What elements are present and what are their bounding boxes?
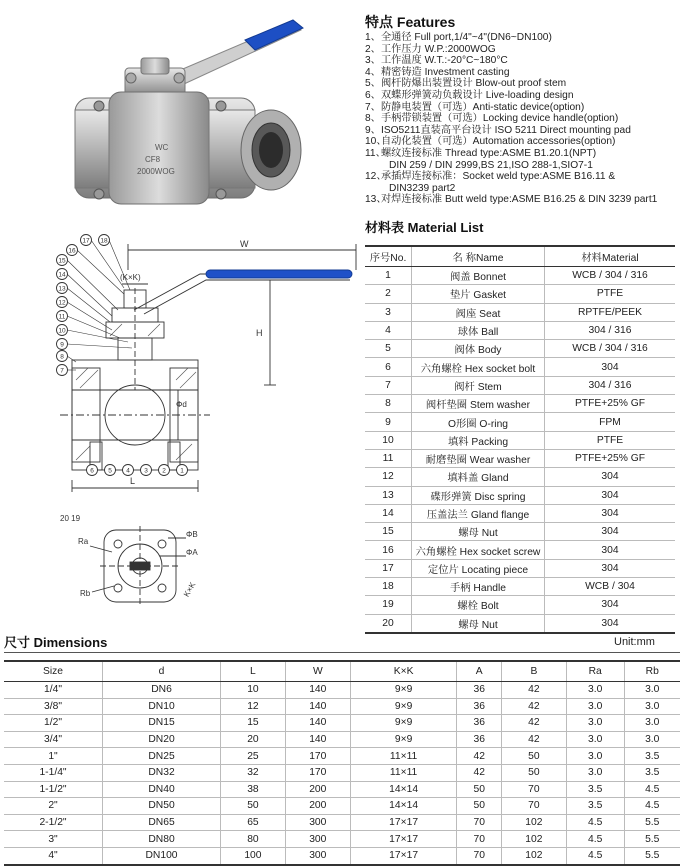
feature-text: 螺纹连接标准 Thread type:ASME B1.20.1(NPT) (381, 147, 597, 159)
feature-item (365, 55, 677, 67)
feature-text: 工作温度 W.T.:-20°C~180°C (381, 55, 508, 67)
dimensions-cell: 50 (501, 748, 566, 765)
dimensions-cell: 300 (285, 847, 350, 864)
material-cell-name: 阀杆垫圈 Stem washer (412, 395, 545, 413)
material-cell-name: 阀体 Body (412, 340, 545, 358)
dimensions-row (4, 814, 680, 831)
dimensions-cell: 3.0 (624, 715, 680, 732)
part-callout-number: 7 (60, 367, 64, 375)
material-row (365, 267, 675, 285)
dimensions-header-cell: B (501, 661, 566, 682)
material-cell-no: 5 (365, 340, 412, 358)
dimensions-row (4, 847, 680, 864)
dimensions-header-row (4, 661, 680, 682)
dimensions-cell: DN50 (103, 798, 221, 815)
material-cell-material: 304 (545, 358, 676, 376)
dimensions-cell: 200 (285, 781, 350, 798)
material-row (365, 486, 675, 504)
dimensions-cell: 15 (220, 715, 285, 732)
photo-marking-3: 2000WOG (137, 167, 175, 176)
material-cell-no: 11 (365, 449, 412, 467)
dimensions-header-cell: K×K (350, 661, 457, 682)
material-header-no: 序号No. (365, 246, 412, 267)
material-cell-no: 7 (365, 376, 412, 394)
part-callout-number: 18 (100, 237, 108, 245)
dimensions-cell: 9×9 (350, 715, 457, 732)
material-header-row (365, 246, 675, 267)
material-cell-name: 阀杆 Stem (412, 376, 545, 394)
dimensions-cell: 70 (501, 798, 566, 815)
dimensions-cell: 1" (4, 748, 103, 765)
dimensions-cell: 50 (220, 798, 285, 815)
material-cell-material: 304 (545, 614, 676, 633)
plan-phia-label: ΦA (186, 548, 198, 557)
dimensions-cell: 11×11 (350, 764, 457, 781)
material-row (365, 413, 675, 431)
part-callout (177, 465, 188, 476)
dimensions-cell: 3.5 (624, 748, 680, 765)
material-cell-material: PTFE (545, 285, 676, 303)
plan-phib-label: ΦB (186, 530, 198, 539)
dimensions-header-cell: Rb (624, 661, 680, 682)
dimensions-cell: 42 (501, 715, 566, 732)
dimensions-cell: 70 (457, 814, 501, 831)
dimensions-cell: 3.5 (624, 764, 680, 781)
dimensions-cell: DN25 (103, 748, 221, 765)
dimensions-cell: 10 (220, 682, 285, 699)
feature-text: 双蝶形弹簧动负载设计 Live-loading design (381, 89, 574, 101)
feature-text: 防静电装置（可选）Anti-static device(option) (381, 101, 585, 113)
material-cell-material: 304 (545, 468, 676, 486)
material-cell-no: 16 (365, 541, 412, 559)
material-cell-name: 耐磨垫圈 Wear washer (412, 449, 545, 467)
dimensions-cell: 50 (457, 781, 501, 798)
part-callout-number: 17 (82, 237, 90, 245)
material-row (365, 559, 675, 577)
dimensions-cell: DN6 (103, 682, 221, 699)
material-cell-name: 填料盖 Gland (412, 468, 545, 486)
part-callout-number: 3 (144, 467, 148, 475)
material-cell-material: 304 (545, 596, 676, 614)
material-row (365, 523, 675, 541)
part-callout-number: 9 (60, 341, 64, 349)
part-callout (159, 465, 170, 476)
material-row (365, 303, 675, 321)
part-callout-number: 16 (68, 247, 76, 255)
dimensions-header-cell: d (103, 661, 221, 682)
dimensions-cell: 3.0 (566, 731, 624, 748)
dimensions-cell: 36 (457, 715, 501, 732)
material-row (365, 376, 675, 394)
dimensions-cell: 140 (285, 698, 350, 715)
material-cell-no: 15 (365, 523, 412, 541)
dimensions-header-cell: A (457, 661, 501, 682)
material-table (365, 245, 675, 634)
dimensions-cell: 4.5 (566, 814, 624, 831)
dimensions-cell: 102 (501, 831, 566, 848)
dimensions-cell: 42 (457, 764, 501, 781)
dimensions-cell: 2-1/2" (4, 814, 103, 831)
features-list (365, 32, 677, 206)
material-cell-name: 垫片 Gasket (412, 285, 545, 303)
dimensions-cell: 14×14 (350, 798, 457, 815)
dim-kk-label: (K×K) (120, 273, 141, 282)
dimensions-header-cell: Size (4, 661, 103, 682)
dimensions-cell: 1/2" (4, 715, 103, 732)
feature-text: 全通径 Full port,1/4"~4"(DN6~DN100) (381, 32, 552, 43)
dimensions-cell: 4.5 (624, 798, 680, 815)
plan-ra-label: Ra (78, 537, 89, 546)
material-row (365, 541, 675, 559)
feature-number: 10、 (365, 136, 387, 148)
dimensions-cell: DN80 (103, 831, 221, 848)
dimensions-cell: 3.0 (566, 764, 624, 781)
dimensions-cell: 12 (220, 698, 285, 715)
dimensions-cell: 5.5 (624, 847, 680, 864)
dimensions-cell: 9×9 (350, 682, 457, 699)
feature-text: 阀杆防爆出装置设计 Blow-out proof stem (381, 78, 567, 90)
material-cell-no: 17 (365, 559, 412, 577)
feature-text: 精密铸造 Investment casting (381, 66, 510, 78)
feature-item (365, 90, 677, 102)
dimensions-cell: 2" (4, 798, 103, 815)
dimensions-cell: 17×17 (350, 831, 457, 848)
material-cell-material: 304 (545, 523, 676, 541)
dimensions-cell: 36 (457, 731, 501, 748)
part-callout-number: 12 (58, 299, 66, 307)
material-cell-no: 14 (365, 504, 412, 522)
material-row (365, 358, 675, 376)
feature-item (365, 67, 677, 79)
dimensions-cell: 3/8" (4, 698, 103, 715)
material-row (365, 504, 675, 522)
dimensions-cell: 3.0 (566, 682, 624, 699)
dimensions-cell: DN20 (103, 731, 221, 748)
dimensions-row (4, 748, 680, 765)
dimensions-cell: 140 (285, 731, 350, 748)
feature-number: 9、 (365, 124, 381, 136)
dimensions-cell: 32 (220, 764, 285, 781)
dimensions-cell: DN100 (103, 847, 221, 864)
material-cell-no: 1 (365, 267, 412, 285)
material-cell-material: WCB / 304 (545, 578, 676, 596)
photo-marking-2: CF8 (145, 155, 161, 164)
dimensions-cell: 42 (501, 731, 566, 748)
dimensions-cell: 200 (285, 798, 350, 815)
dimensions-cell: 5.5 (624, 831, 680, 848)
dimensions-cell: 170 (285, 748, 350, 765)
dimensions-cell: 3/4" (4, 731, 103, 748)
dim-l-label: L (130, 476, 136, 486)
dimensions-header-cell: W (285, 661, 350, 682)
dimensions-cell: 3" (4, 831, 103, 848)
feature-number: 12、 (365, 171, 387, 183)
feature-item (365, 148, 677, 171)
features-title: 特点 Features (365, 14, 456, 30)
feature-text: ISO5211直装高平台设计 ISO 5211 Direct mounting pad (381, 124, 631, 136)
dimensions-cell: 1-1/2" (4, 781, 103, 798)
material-cell-name: 压盖法兰 Gland flange (412, 504, 545, 522)
dimensions-cell: 70 (457, 831, 501, 848)
dimensions-rule (4, 652, 680, 653)
dimensions-cell: 20 (220, 731, 285, 748)
material-cell-no: 20 (365, 614, 412, 633)
material-cell-name: 螺母 Nut (412, 614, 545, 633)
dimensions-header-cell: Ra (566, 661, 624, 682)
dimensions-cell: 102 (501, 847, 566, 864)
dimensions-cell: 50 (457, 798, 501, 815)
dimensions-cell: 11×11 (350, 748, 457, 765)
dimensions-unit: Unit:mm (614, 636, 655, 648)
material-cell-name: 螺栓 Bolt (412, 596, 545, 614)
material-row (365, 340, 675, 358)
material-cell-material: WCB / 304 / 316 (545, 267, 676, 285)
material-cell-name: 螺母 Nut (412, 523, 545, 541)
dimensions-cell: 3.5 (566, 798, 624, 815)
material-row (365, 468, 675, 486)
feature-text: 对焊连接标准 Butt weld type:ASME B16.25 & DIN 3239 part1 (381, 194, 658, 206)
dimensions-cell: 3.0 (624, 698, 680, 715)
dimensions-cell: 300 (285, 831, 350, 848)
feature-number: 2、 (365, 43, 381, 55)
dimensions-cell: 70 (457, 847, 501, 864)
dimensions-cell: 1/4" (4, 682, 103, 699)
material-row (365, 321, 675, 339)
part-callout (57, 339, 133, 350)
feature-item (365, 113, 677, 125)
dim-d-label: Φd (176, 400, 187, 409)
material-cell-material: 304 / 316 (545, 376, 676, 394)
dimensions-cell: 9×9 (350, 698, 457, 715)
part-callout-number: 11 (58, 313, 66, 321)
dimensions-cell: 3.5 (566, 781, 624, 798)
material-cell-no: 8 (365, 395, 412, 413)
dimensions-cell: 3.0 (566, 715, 624, 732)
feature-text: 工作压力 W.P.:2000WOG (381, 43, 496, 55)
feature-number: 4、 (365, 66, 381, 78)
dimensions-cell: 36 (457, 698, 501, 715)
dimensions-cell: 140 (285, 715, 350, 732)
dimensions-row (4, 731, 680, 748)
dimensions-cell: DN15 (103, 715, 221, 732)
dimensions-row (4, 831, 680, 848)
dimensions-row (4, 698, 680, 715)
feature-number: 6、 (365, 89, 381, 101)
material-cell-name: 阀盖 Bonnet (412, 267, 545, 285)
dimensions-cell: 70 (501, 781, 566, 798)
material-cell-name: 定位片 Locating piece (412, 559, 545, 577)
part-callout (123, 465, 134, 476)
material-cell-no: 4 (365, 321, 412, 339)
feature-item (365, 194, 677, 206)
feature-number: 3、 (365, 55, 381, 67)
material-cell-material: WCB / 304 / 316 (545, 340, 676, 358)
feature-text: DIN 259 / DIN 2999,BS 21,ISO 288-1,SIO7-1 (389, 159, 593, 171)
feature-text: 承插焊连接标准：Socket weld type:ASME B16.11 & (381, 171, 616, 183)
dimensions-cell: 42 (501, 698, 566, 715)
feature-text: 手柄带锁装置（可选）Locking device handle(option) (381, 113, 619, 125)
dimensions-cell: 100 (220, 847, 285, 864)
material-row (365, 614, 675, 633)
dimensions-cell: 38 (220, 781, 285, 798)
part-callout-number: 6 (90, 467, 94, 475)
dimensions-cell: DN40 (103, 781, 221, 798)
material-cell-material: 304 (545, 504, 676, 522)
dimensions-cell: DN10 (103, 698, 221, 715)
dim-w-label: W (240, 239, 249, 249)
material-header-name: 名 称Name (412, 246, 545, 267)
material-row (365, 596, 675, 614)
technical-drawing (0, 230, 362, 625)
material-cell-no: 19 (365, 596, 412, 614)
dimensions-cell: 1-1/4" (4, 764, 103, 781)
material-cell-no: 3 (365, 303, 412, 321)
material-row (365, 395, 675, 413)
feature-item (365, 125, 677, 137)
material-cell-name: 填料 Packing (412, 431, 545, 449)
dimensions-cell: 4.5 (566, 847, 624, 864)
part-callout-number: 5 (108, 467, 112, 475)
dimensions-cell: 140 (285, 682, 350, 699)
feature-number: 7、 (365, 101, 381, 113)
material-cell-name: 球体 Ball (412, 321, 545, 339)
part-callout-number: 15 (58, 257, 66, 265)
plan-rb-label: Rb (80, 589, 91, 598)
material-cell-no: 2 (365, 285, 412, 303)
photo-marking-1: WC (155, 143, 169, 152)
feature-number: 13、 (365, 194, 387, 206)
plan-kk-label: K×K (181, 580, 198, 599)
feature-item (365, 136, 677, 148)
part-callout (105, 465, 116, 476)
material-cell-name: 六角螺栓 Hex socket screw (412, 541, 545, 559)
dimensions-row (4, 715, 680, 732)
material-cell-material: RPTFE/PEEK (545, 303, 676, 321)
dimensions-cell: 4.5 (624, 781, 680, 798)
dimensions-cell: 170 (285, 764, 350, 781)
material-list-title: 材料表 Material List (365, 220, 484, 235)
feature-number: 1、 (365, 32, 381, 43)
material-row (365, 285, 675, 303)
dimensions-cell: 36 (457, 682, 501, 699)
dimensions-cell: 5.5 (624, 814, 680, 831)
valve-photo (45, 10, 345, 215)
feature-item (365, 102, 677, 114)
feature-text: 自动化装置（可选）Automation accessories(option) (381, 136, 616, 148)
material-cell-no: 13 (365, 486, 412, 504)
material-header-material: 材料Material (545, 246, 676, 267)
dimensions-cell: DN32 (103, 764, 221, 781)
dim-h-label: H (256, 328, 263, 338)
feature-item (365, 171, 677, 194)
feature-item (365, 32, 677, 44)
dimensions-row (4, 682, 680, 699)
dimensions-cell: 25 (220, 748, 285, 765)
material-cell-no: 12 (365, 468, 412, 486)
dimensions-cell: 17×17 (350, 814, 457, 831)
dimensions-row (4, 764, 680, 781)
part-callout-number: 10 (58, 327, 66, 335)
dimensions-cell: 300 (285, 814, 350, 831)
material-cell-material: 304 / 316 (545, 321, 676, 339)
dimensions-cell: 9×9 (350, 731, 457, 748)
dimensions-cell: 102 (501, 814, 566, 831)
material-row (365, 578, 675, 596)
dimensions-cell: 65 (220, 814, 285, 831)
feature-number: 8、 (365, 113, 381, 125)
feature-number: 11、 (365, 147, 386, 159)
part-callout-number: 4 (126, 467, 130, 475)
dimensions-cell: 3.0 (566, 698, 624, 715)
material-cell-name: 碟形弹簧 Disc spring (412, 486, 545, 504)
dimensions-title: 尺寸 Dimensions (4, 635, 108, 650)
part-callout (57, 365, 77, 376)
part-callout (141, 465, 152, 476)
material-cell-name: 手柄 Handle (412, 578, 545, 596)
dimensions-cell: 42 (457, 748, 501, 765)
dimensions-cell: 14×14 (350, 781, 457, 798)
material-cell-no: 18 (365, 578, 412, 596)
part-callout (57, 351, 77, 363)
part-callout (87, 465, 98, 476)
feature-item (365, 44, 677, 56)
material-cell-material: 304 (545, 559, 676, 577)
dimensions-cell: 3.0 (566, 748, 624, 765)
part-callout-number: 2 (162, 467, 166, 475)
material-cell-material: 304 (545, 541, 676, 559)
material-cell-no: 6 (365, 358, 412, 376)
part-callout (67, 245, 125, 295)
feature-number: 5、 (365, 78, 381, 90)
dimensions-cell: 50 (501, 764, 566, 781)
dimensions-cell: 3.0 (624, 682, 680, 699)
dimensions-cell: 42 (501, 682, 566, 699)
material-cell-material: PTFE+25% GF (545, 449, 676, 467)
material-cell-material: FPM (545, 413, 676, 431)
feature-text: DIN3239 part2 (389, 182, 456, 194)
material-row (365, 431, 675, 449)
material-cell-material: PTFE (545, 431, 676, 449)
dimensions-cell: DN65 (103, 814, 221, 831)
plan-callout: 20 19 (60, 514, 81, 523)
dimensions-cell: 80 (220, 831, 285, 848)
dimensions-cell: 3.0 (624, 731, 680, 748)
material-cell-no: 10 (365, 431, 412, 449)
dimensions-row (4, 798, 680, 815)
part-callout-number: 13 (58, 285, 66, 293)
material-cell-material: 304 (545, 486, 676, 504)
material-cell-name: O形圈 O-ring (412, 413, 545, 431)
dimensions-cell: 4" (4, 847, 103, 864)
material-cell-name: 六角螺栓 Hex socket bolt (412, 358, 545, 376)
part-callout-number: 8 (60, 353, 64, 361)
dimensions-cell: 4.5 (566, 831, 624, 848)
material-cell-material: PTFE+25% GF (545, 395, 676, 413)
part-callout-number: 1 (180, 467, 184, 475)
feature-item (365, 78, 677, 90)
part-callout (57, 325, 129, 343)
material-row (365, 449, 675, 467)
dimensions-table (4, 660, 680, 866)
part-callout-number: 14 (58, 271, 66, 279)
dimensions-header-cell: L (220, 661, 285, 682)
material-cell-no: 9 (365, 413, 412, 431)
dimensions-cell: 17×17 (350, 847, 457, 864)
material-cell-name: 阀座 Seat (412, 303, 545, 321)
dimensions-row (4, 781, 680, 798)
